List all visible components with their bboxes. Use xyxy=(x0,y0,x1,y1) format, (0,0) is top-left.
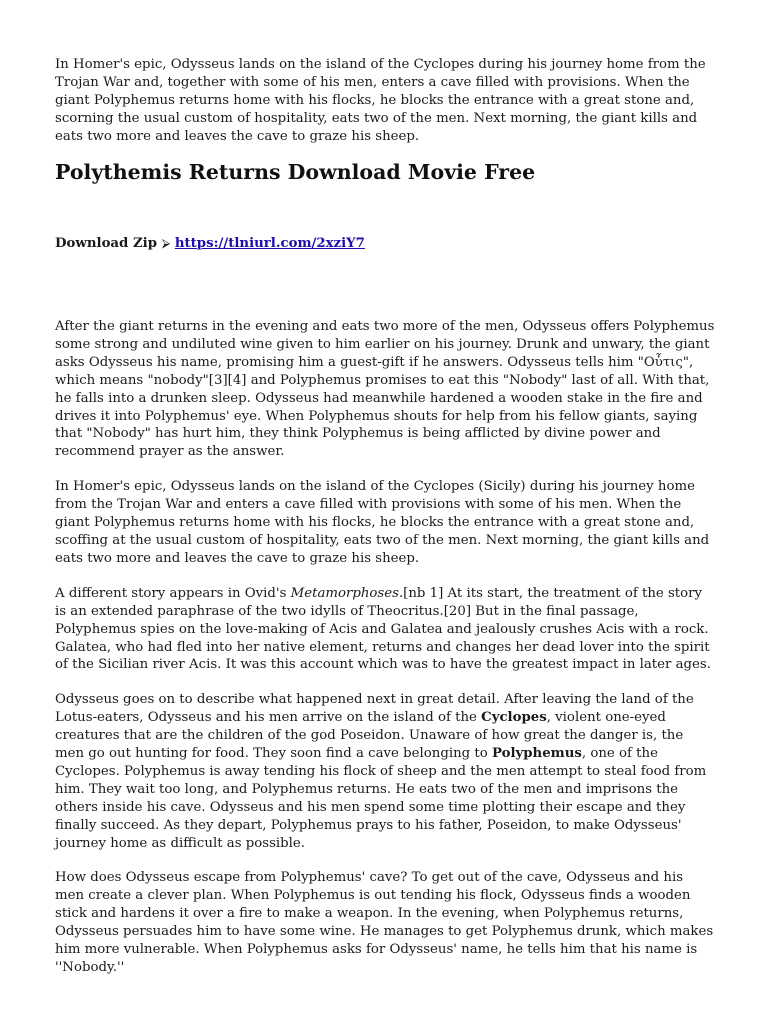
polyphemus-term: Polyphemus xyxy=(491,746,582,762)
arrow-icon: ⮚ xyxy=(161,236,171,250)
download-link[interactable]: https://tlniurl.com/2xziY7 xyxy=(174,236,365,251)
download-label: Download Zip xyxy=(55,236,158,251)
metamorphoses-title: Metamorphoses xyxy=(290,585,399,601)
paragraph-giant-returns: After the giant returns in the evening and eats two more of the men, Odysseus offers Polyphemus some strong and undiluted wine given to him earlier on his journey. Drunk and unwary, the giant asks Odysseus his name, promising him a guest-gift if he answers. Odysseus tells him "Οὖτις", which means "nobody"[3][4] and Polyphemus promises to eat this "Nobody" last of all. With that, he falls into a drunken sleep. Odysseus had meanwhile hardened a wooden stake in the fire and drives it into Polyphemus' eye. When Polyphemus shouts for help from his fellow giants, saying that "Nobody" has hurt him, they think Polyphemus is being afflicted by divine power and recommend prayer as the answer. xyxy=(55,319,715,460)
download-line xyxy=(55,234,365,253)
paragraph-homer-epic: In Homer's epic, Odysseus lands on the island of the Cyclopes (Sicily) during his journey home from the Trojan War and enters a cave filled with provisions with some of his men. When the giant Polyphemus returns home with his flocks, he blocks the entrance with a great stone and, scoffing at the usual custom of hospitality, eats two of the men. Next morning, the giant kills and eats two more and leaves the cave to graze his sheep. xyxy=(55,479,710,566)
intro-paragraph: In Homer's epic, Odysseus lands on the island of the Cyclopes during his journey home from the Trojan War and, together with some of his men, enters a cave filled with provisions. When the giant Polyphemus returns home with his flocks, he blocks the entrance with a great stone and, scorning the usual custom of hospitality, eats two of the men. Next morning, the giant kills and eats two more and leaves the cave to graze his sheep. xyxy=(55,57,706,144)
article-body xyxy=(55,318,715,977)
page-title: Polythemis Returns Download Movie Free xyxy=(55,160,536,184)
cyclopes-term: Cyclopes xyxy=(481,710,547,726)
document-page xyxy=(55,56,715,975)
paragraph-ovid: A different story appears in Ovid's Metamorphoses.[nb 1] At its start, the treatment of the story is an extended paraphrase of the two idylls of Theocritus.[20] But in the final passage, Polyphemus spies on the love-making of Acis and Galatea and jealously crushes Acis with a rock. Galatea, who had fled into her native element, returns and changes her dead lover into the spirit of the Sicilian river Acis. It was this account which was to have the greatest impact in later ages. xyxy=(55,585,711,673)
paragraph-odysseus-describes: Odysseus goes on to describe what happened next in great detail. After leaving the land of the Lotus-eaters, Odysseus and his men arrive on the island of the Cyclopes, violent one-eyed creatures that are the children of the god Poseidon. Unaware of how great the danger is, the men go out hunting for food. They soon find a cave belonging to Polyphemus, one of the Cyclopes. Polyphemus is away tending his flock of sheep and the men attempt to steal food from him. They wait too long, and Polyphemus returns. He eats two of the men and imprisons the others inside his cave. Odysseus and his men spend some time plotting their escape and they finally succeed. As they depart, Polyphemus prays to his father, Poseidon, to make Odysseus' journey home as difficult as possible. xyxy=(55,692,707,851)
paragraph-escape: How does Odysseus escape from Polyphemus' cave? To get out of the cave, Odysseus and his men create a clever plan. When Polyphemus is out tending his flock, Odysseus finds a wooden stick and hardens it over a fire to make a weapon. In the evening, when Polyphemus returns, Odysseus persuades him to have some wine. He manages to get Polyphemus drunk, which makes him more vulnerable. When Polyphemus asks for Odysseus' name, he tells him that his name is ''Nobody.'' xyxy=(55,870,714,975)
